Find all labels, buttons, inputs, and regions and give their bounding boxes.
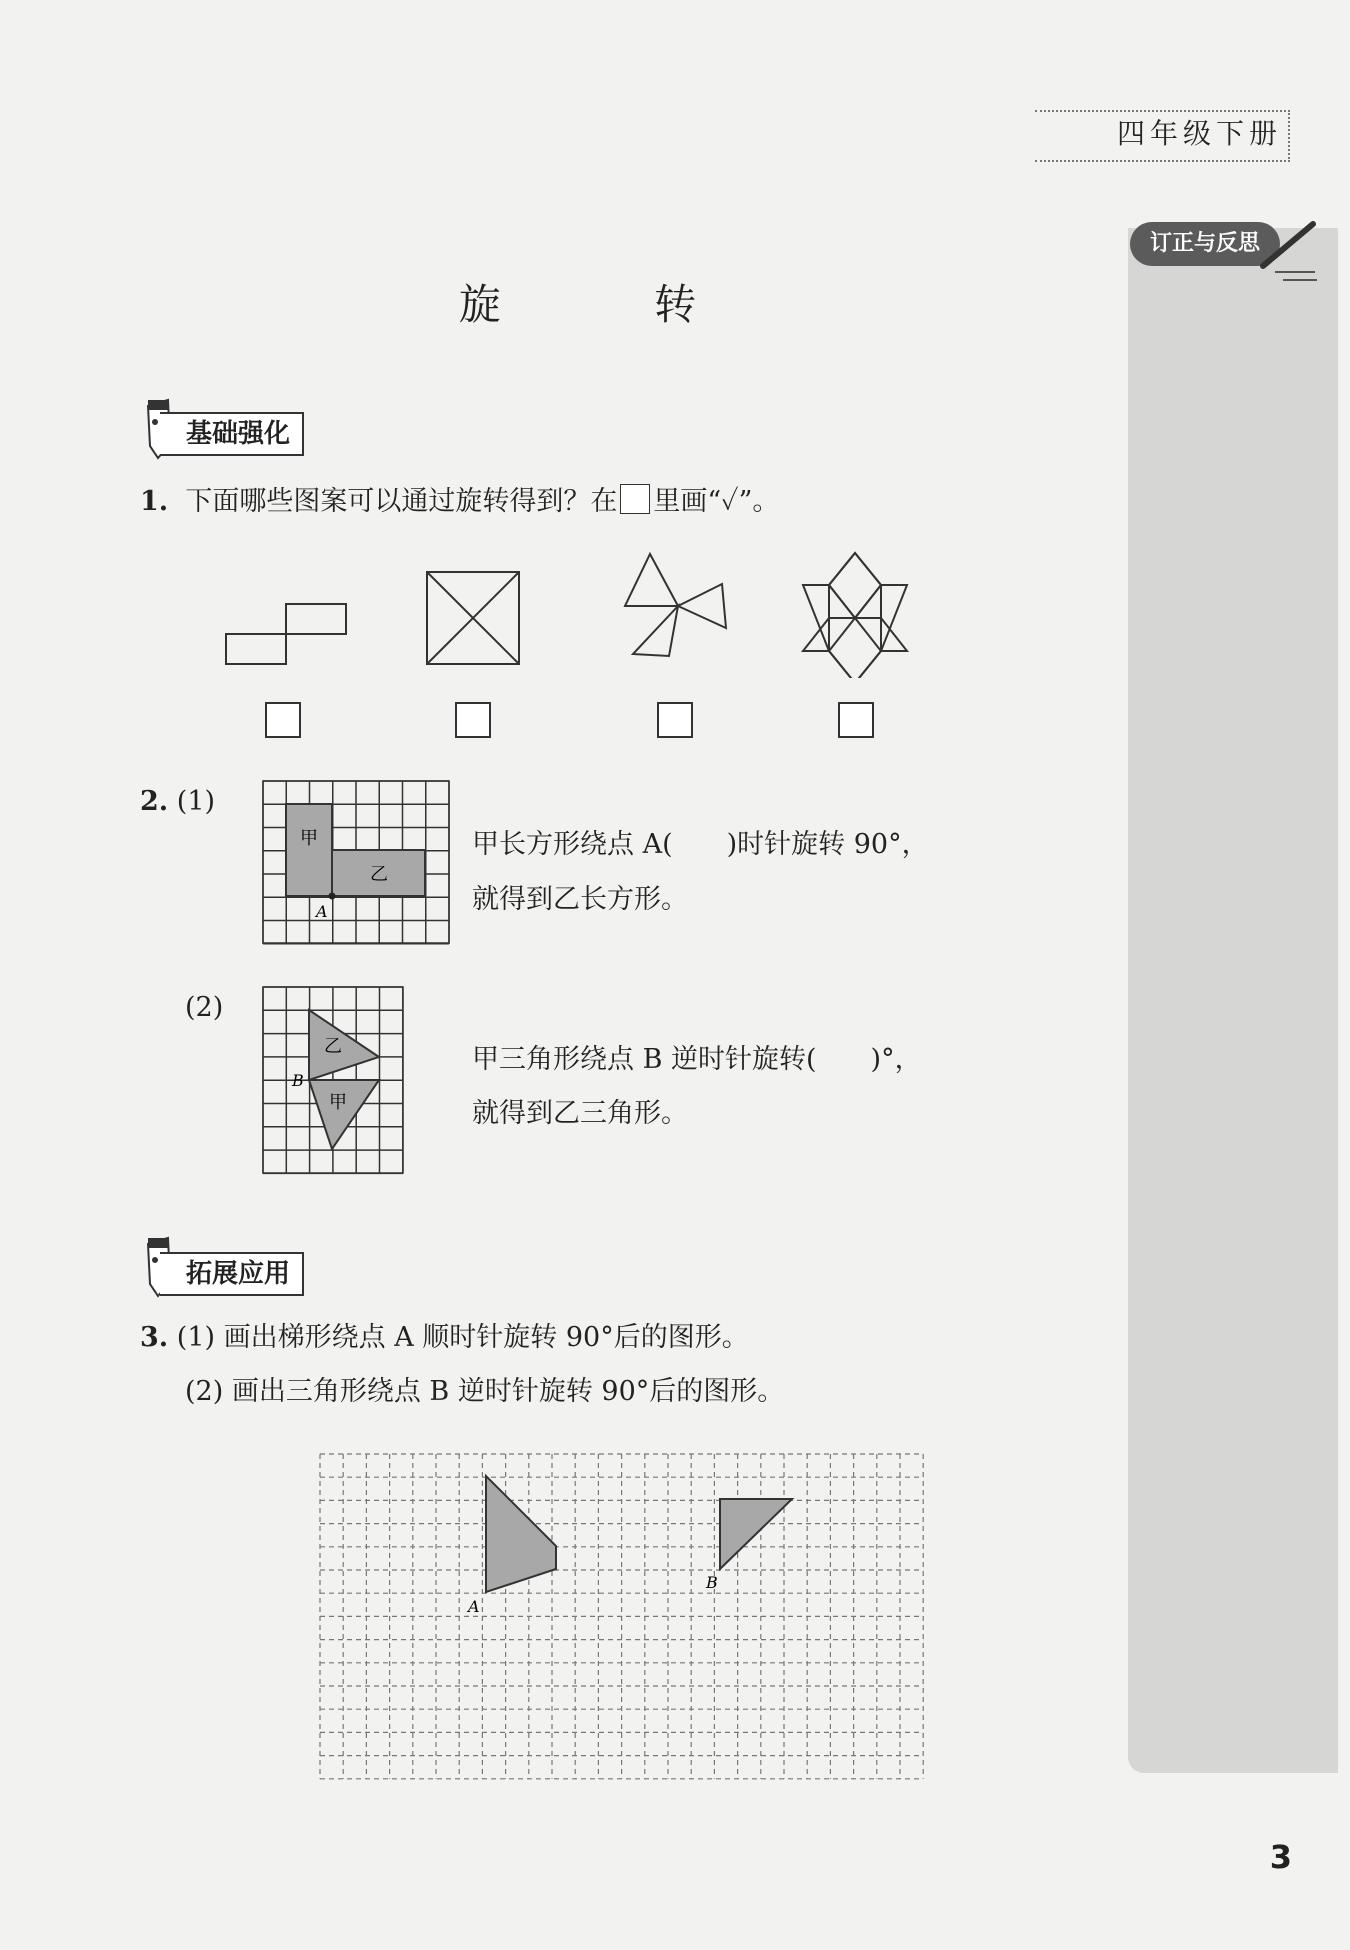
section-basic: 基础强化 bbox=[160, 412, 304, 456]
q2-grid-1 bbox=[262, 780, 452, 945]
q3-line1: (1) 画出梯形绕点 A 顺时针旋转 90°后的图形。 bbox=[176, 1322, 749, 1353]
q3-line1-wrap bbox=[140, 1318, 749, 1358]
pencil-icon bbox=[1255, 218, 1325, 288]
trapezoid-point-a-label: A bbox=[468, 1597, 480, 1616]
triangle-yi bbox=[309, 1010, 379, 1080]
q2-part1-line1: 甲长方形绕点 A( )时针旋转 90°， bbox=[472, 829, 929, 860]
q1-figure-rectangles bbox=[226, 604, 346, 664]
q2-grid-2 bbox=[262, 986, 407, 1176]
triangle-jia-label: 甲 bbox=[329, 1092, 347, 1113]
q1-text-after: 里画“✓”。 bbox=[653, 486, 780, 517]
section-extend: 拓展应用 bbox=[160, 1252, 304, 1296]
triangle-shape bbox=[720, 1499, 792, 1569]
rect-jia bbox=[286, 804, 332, 896]
q2-part2-label: (2) bbox=[185, 992, 224, 1023]
q1-text-before: 下面哪些图案可以通过旋转得到？在 bbox=[185, 486, 618, 517]
q1-figure-star bbox=[803, 553, 907, 678]
q2-part2-line1: 甲三角形绕点 B 逆时针旋转( )°， bbox=[472, 1044, 922, 1075]
point-b-label: B bbox=[292, 1071, 304, 1090]
answer-box-3[interactable] bbox=[657, 702, 693, 738]
rect-yi-label: 乙 bbox=[370, 864, 388, 885]
q1-figure-square bbox=[427, 572, 519, 664]
q1-figure-triangles bbox=[625, 554, 726, 656]
page-title: 旋 转 bbox=[458, 280, 767, 329]
answer-box-1[interactable] bbox=[265, 702, 301, 738]
correction-tab: 订正与反思 bbox=[1130, 222, 1280, 266]
rect-jia-label: 甲 bbox=[300, 828, 318, 849]
q1-figures bbox=[220, 548, 920, 678]
triangle-jia bbox=[309, 1080, 379, 1149]
q2-part2-line2: 就得到乙三角形。 bbox=[472, 1098, 688, 1129]
answer-box-2[interactable] bbox=[455, 702, 491, 738]
page-number: 3 bbox=[1269, 1838, 1292, 1876]
point-a-dot bbox=[329, 893, 336, 900]
inline-answer-box bbox=[620, 484, 650, 514]
q1-text bbox=[140, 482, 779, 522]
triangle-point-b-label: B bbox=[706, 1573, 718, 1592]
answer-box-4[interactable] bbox=[838, 702, 874, 738]
q2-part1-line2: 就得到乙长方形。 bbox=[472, 884, 688, 915]
q1-number: 1. bbox=[140, 486, 169, 517]
trapezoid-shape bbox=[486, 1476, 556, 1592]
q2-number: 2. (1) bbox=[140, 786, 216, 817]
q3-dashed-grid bbox=[318, 1452, 938, 1784]
triangle-yi-label: 乙 bbox=[324, 1036, 342, 1057]
q2-part1-label: (1) bbox=[176, 786, 216, 817]
q3-number: 3. bbox=[140, 1322, 169, 1353]
grade-label: 四年级下册 bbox=[1035, 110, 1290, 162]
point-a-label: A bbox=[316, 902, 328, 921]
correction-panel bbox=[1128, 228, 1338, 1773]
q3-line2: (2) 画出三角形绕点 B 逆时针旋转 90°后的图形。 bbox=[185, 1376, 785, 1407]
